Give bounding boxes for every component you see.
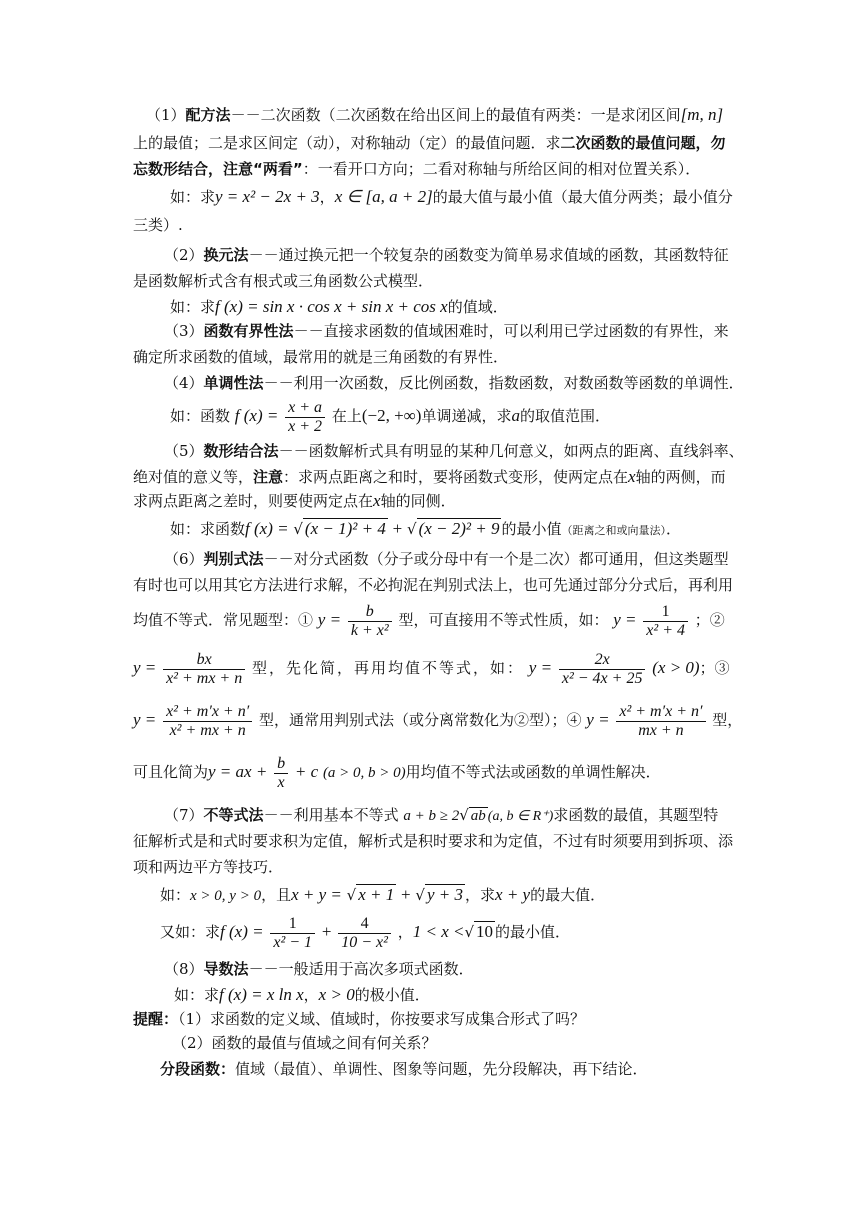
section-1-example: 如：求y = x² − 2x + 3，x ∈ [a, a + 2]的最大值与最小值（最大值分两类；最小值分	[170, 187, 733, 206]
section-5-line-2: 绝对值的意义等，注意：求两点距离之和时，要将函数式变形，使两定点在x轴的两侧，而	[133, 467, 726, 486]
section-5-line-3: 求两点距离之差时，则要使两定点在x轴的同侧．	[133, 491, 456, 510]
section-4-line-1: （4）单调性法－－利用一次函数，反比例函数，指数函数，对数函数等函数的单调性．	[164, 374, 744, 392]
section-8-example: 如：求f (x) = x ln x，x > 0的极小值．	[174, 985, 430, 1004]
section-3-line-1: （3）函数有界性法－－直接求函数的值域困难时，可以利用已学过函数的有界性，来	[164, 322, 729, 340]
section-7-line-1: （7）不等式法－－利用基本不等式 a + b ≥ 2√ ab (a, b ∈ R⁺)求函数的最值，其题型特	[164, 806, 719, 824]
section-6-line-1: （6）判别式法－－对分式函数（分子或分母中有一个是二次）都可通用，但这类题型	[164, 550, 729, 568]
section-4-example: 如：函数 f (x) = $\frac{x + a}{x + 2}$ 在上(−2, +∞)单调递减，求a的取值范围．	[170, 398, 610, 435]
fraction: $\frac{b}{x}$	[274, 755, 288, 792]
section-3-line-2: 确定所求函数的值域，最常用的就是三角函数的有界性．	[133, 348, 509, 366]
fraction: $\frac{\text{x² + m′x + n′}}{\text{x² + mx + n}}$	[163, 703, 252, 740]
section-6-line-4: y = $\frac{bx}{\text{x² + mx + n}}$ 型，先化简，再用均值不等式，如： y = $\frac{2x}{\text{x² − 4x + 25}}$ (x > 0)；③	[133, 650, 730, 687]
section-8-line-1: （8）导数法－－一般适用于高次多项式函数．	[164, 960, 474, 978]
section-2-line-2: 是函数解析式含有根式或三角函数公式模型．	[133, 272, 434, 290]
piecewise-title: 分段函数：	[160, 1060, 236, 1078]
section-1-line-3: 忘数形结合，注意“两看”：一看开口方向；二看对称轴与所给区间的相对位置关系）．	[133, 160, 701, 178]
section-5-title: 数形结合法	[203, 442, 279, 460]
section-7-example-2: 又如：求f (x) = $\frac{1}{\text{x² − 1}}$ + $\frac{4}{\text{10 − x²}}$ ，1 < x <√ 10 的最小值．	[160, 914, 571, 951]
section-6-line-5: y = $\frac{\text{x² + m′x + n′}}{\text{x² + mx + n}}$ 型，通常用判别式法（或分离常数化为②型）；④ y = $\frac{\text{x² + m′x + n′}}{mx + n}$ 型，	[133, 702, 743, 739]
section-6-line-2: 有时也可以用其它方法进行求解，不必拘泥在判别式法上，也可先通过部分分式后，再利用	[133, 576, 734, 594]
fraction: $\frac{4}{\text{10 − x²}}$	[338, 915, 391, 952]
section-6-line-3: 均值不等式．常见题型：① y = $\frac{b}{\text{k + x²}}$ 型，可直接用不等式性质，如： y = $\frac{1}{\text{x² + 4}}$ ；②	[133, 602, 725, 639]
reminder-title: 提醒：	[133, 1010, 179, 1028]
fraction: $\frac{1}{\text{x² + 4}}$	[643, 603, 688, 640]
reminder-line-2: （2）函数的最值与值域之间有何关系？	[172, 1034, 437, 1052]
fraction: $\frac{1}{\text{x² − 1}}$	[270, 915, 315, 952]
section-1-line-1: （1）配方法－－二次函数（二次函数在给出区间上的最值有两类：一是求闭区间[m, n]	[146, 105, 724, 124]
fraction: $\frac{\text{x² + m′x + n′}}{mx + n}$	[616, 703, 705, 740]
section-7-line-3: 项和两边平方等技巧．	[133, 858, 284, 876]
section-2-title: 换元法	[203, 246, 249, 264]
section-7-title: 不等式法	[203, 806, 264, 824]
section-3-title: 函数有界性法	[203, 322, 294, 340]
section-6-line-6: 可且化简为y = ax + $\frac{b}{x}$ + c (a > 0, b > 0)用均值不等式法或函数的单调性解决．	[133, 754, 661, 791]
section-7-line-2: 征解析式是和式时要求积为定值，解析式是积时要求和为定值，不过有时须要用到拆项、添	[133, 832, 734, 850]
fraction: $\frac{b}{\text{k + x²}}$	[348, 603, 392, 640]
section-8-title: 导数法	[203, 960, 249, 978]
section-2-example: 如：求f (x) = sin x · cos x + sin x + cos x的值域．	[170, 297, 508, 316]
section-1-example-cont: 三类）.	[133, 216, 183, 234]
section-1-line-2: 上的最值；二是求区间定（动），对称轴动（定）的最值问题．求二次函数的最值问题，勿	[133, 134, 726, 152]
section-2-line-1: （2）换元法－－通过换元把一个较复杂的函数变为简单易求值域的函数，其函数特征	[164, 246, 729, 264]
reminder-line-1: 提醒：（1）求函数的定义域、值域时，你按要求写成集合形式了吗？	[133, 1010, 586, 1028]
section-4-title: 单调性法	[203, 374, 264, 392]
section-6-title: 判别式法	[203, 550, 264, 568]
piecewise-line: 分段函数：值域（最值）、单调性、图象等问题，先分段解决，再下结论．	[160, 1060, 648, 1078]
fraction: $\frac{x + a}{x + 2}$	[285, 399, 325, 436]
fraction: $\frac{bx}{\text{x² + mx + n}}$	[163, 651, 245, 688]
section-5-example: 如：求函数f (x) = √ (x − 1)² + 4 + √ (x − 2)² + 9 的最小值（距离之和或向量法）．	[170, 519, 682, 538]
section-7-example-1: 如：x > 0, y > 0，且x + y = √ x + 1 + √ y + 3 ，求x + y的最大值．	[160, 885, 606, 904]
section-5-line-1: （5）数形结合法－－函数解析式具有明显的某种几何意义，如两点的距离、直线斜率、	[164, 442, 744, 460]
section-1-title: 配方法	[185, 106, 231, 124]
fraction: $\frac{2x}{\text{x² − 4x + 25}}$	[559, 651, 646, 688]
